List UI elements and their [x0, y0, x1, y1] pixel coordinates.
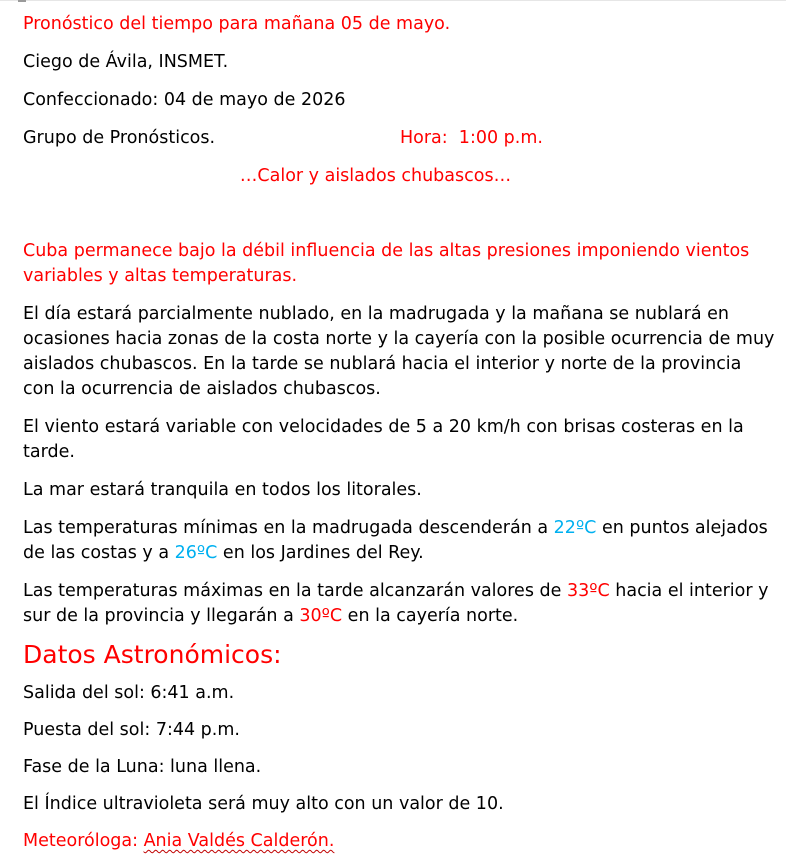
- location-line: Ciego de Ávila, INSMET.: [23, 52, 229, 72]
- made-date-line: Confeccionado: 04 de mayo de 2026: [23, 90, 346, 110]
- max-temperature-paragraph: [23, 579, 775, 629]
- min-temp-inland-value: 22ºC: [553, 518, 597, 538]
- forecast-document: [23, 12, 775, 854]
- max-temp-inland-value: 33ºC: [566, 581, 610, 601]
- forecast-title: Pronóstico del tiempo para mañana 05 de mayo.: [23, 14, 451, 34]
- max-temp-text-2: hacia el interior y sur de la provincia y llegarán a: [23, 581, 769, 626]
- synoptic-summary: Cuba permanece bajo la débil influencia de las altas presiones imponiendo vientos variables y altas temperaturas.: [23, 241, 750, 286]
- meteorologist-label: Meteoróloga:: [23, 831, 144, 851]
- sea-forecast: La mar estará tranquila en todos los litorales.: [23, 480, 422, 500]
- group-label: Grupo de Pronósticos.: [23, 128, 216, 148]
- sunrise-line: Salida del sol: 6:41 a.m.: [23, 683, 235, 703]
- min-temp-text-1: Las temperaturas mínimas en la madrugada descenderán a: [23, 518, 554, 538]
- max-temp-text-1: Las temperaturas máximas en la tarde alcanzarán valores de: [23, 581, 567, 601]
- sunset-line: Puesta del sol: 7:44 p.m.: [23, 720, 240, 740]
- max-temp-text-3: en la cayería norte.: [342, 606, 519, 626]
- max-temp-keys-value: 30ºC: [299, 606, 343, 626]
- moon-phase-line: Fase de la Luna: luna llena.: [23, 757, 262, 777]
- meteorologist-signature: [23, 829, 775, 854]
- wind-forecast: El viento estará variable con velocidades de 5 a 20 km/h con brisas costeras en la tarde.: [23, 417, 744, 462]
- sky-forecast: El día estará parcialmente nublado, en la madrugada y la mañana se nublará en ocasiones hacia zonas de la costa norte y la cayería con la posible ocurrencia de muy aislados chubascos. En la tarde se nublará hacia el interior y norte de la provincia con la ocurrencia de aislados chubascos.: [23, 304, 775, 399]
- page-top-border: [0, 0, 786, 1]
- min-temp-text-2: en puntos alejados de las costas y a: [23, 518, 768, 563]
- top-edge-mark: [18, 0, 26, 2]
- hour-label: Hora: 1:00 p.m.: [400, 128, 543, 148]
- min-temp-text-3: en los Jardines del Rey.: [217, 543, 424, 563]
- min-temp-keys-value: 26ºC: [174, 543, 218, 563]
- min-temperature-paragraph: [23, 516, 775, 566]
- astronomical-data-heading: Datos Astronómicos:: [23, 640, 282, 669]
- group-hour-row: [23, 126, 775, 151]
- meteorologist-name: Ania Valdés Calderón.: [143, 831, 335, 851]
- forecast-tagline: …Calor y aislados chubascos…: [239, 166, 512, 186]
- uv-index-line: El Índice ultravioleta será muy alto con un valor de 10.: [23, 794, 504, 814]
